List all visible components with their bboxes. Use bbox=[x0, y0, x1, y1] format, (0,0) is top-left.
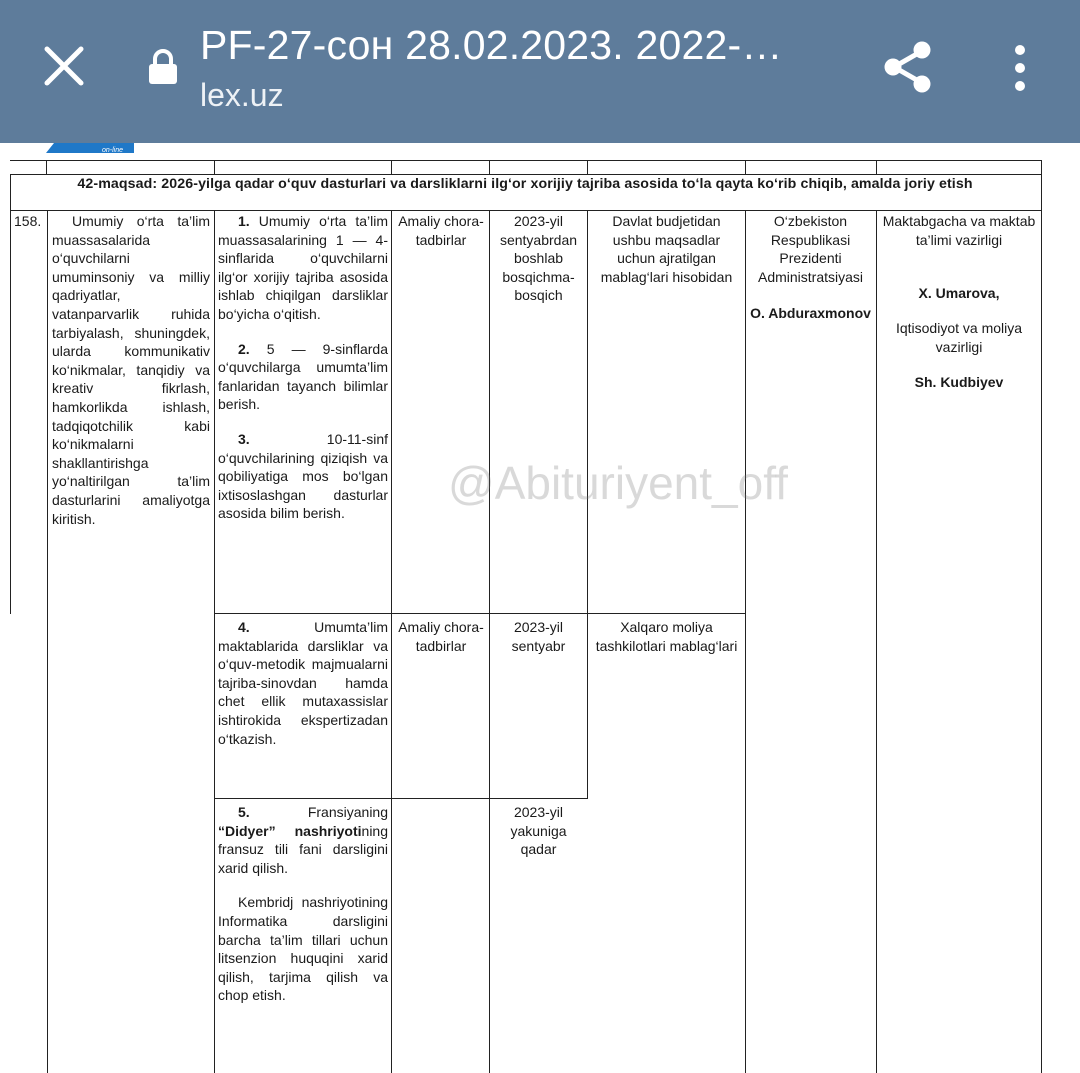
term-text: 2023-yil sentyabr bbox=[511, 619, 566, 654]
table-rule bbox=[745, 160, 746, 174]
browser-toolbar bbox=[0, 0, 1080, 143]
site-logo bbox=[44, 143, 134, 153]
table-rule bbox=[745, 210, 746, 1073]
step-number: 3. bbox=[238, 430, 250, 447]
steps-block-1 bbox=[218, 212, 388, 523]
page-domain: lex.uz bbox=[200, 77, 284, 113]
table-rule bbox=[10, 160, 1041, 161]
table-rule bbox=[10, 174, 1041, 175]
page-title: PF-27-сон 28.02.2023. 2022-… bbox=[200, 22, 783, 68]
table-rule bbox=[587, 160, 588, 174]
step-text: 5 — 9-sinflarda o‘quvchilarga umumta’lim fanlaridan tayanch bilimlar berish. bbox=[218, 340, 389, 413]
table-rule bbox=[10, 210, 1041, 211]
table-rule bbox=[489, 210, 490, 1073]
svg-text:on-line: on-line bbox=[102, 147, 124, 153]
watermark: @Abituriyent_off bbox=[448, 457, 788, 509]
step-text: ning fransuz tili fani darsligini xarid qilish. bbox=[218, 822, 388, 876]
table-rule bbox=[391, 160, 392, 174]
table-rule bbox=[214, 798, 588, 799]
share-icon[interactable] bbox=[880, 38, 936, 96]
responsible-org: Maktabgacha va maktab ta’limi vazirligi bbox=[882, 213, 1036, 248]
document-viewport[interactable] bbox=[0, 143, 1080, 1073]
table-rule bbox=[214, 613, 745, 614]
funding-text: Xalqaro moliya tashkilotlari mablag‘lari bbox=[595, 619, 738, 654]
lock-icon bbox=[146, 48, 180, 86]
table-rule bbox=[391, 210, 392, 1073]
table-rule bbox=[46, 160, 47, 174]
responsible-name: X. Umarova, bbox=[918, 285, 1000, 301]
responsible-name: Sh. Kudbiyev bbox=[914, 374, 1004, 390]
supervisor-name: O. Abduraxmonov bbox=[750, 305, 871, 321]
table-rule bbox=[10, 174, 11, 614]
step-number: 4. bbox=[238, 619, 250, 635]
responsible-org: Iqtisodiyot va moliya vazirligi bbox=[895, 320, 1023, 355]
term-text: 2023-yil yakuniga qadar bbox=[510, 804, 567, 858]
table-rule bbox=[214, 210, 215, 1073]
table-rule bbox=[876, 210, 877, 1073]
term-text: 2023-yil sentyabrdan boshlab bosqichma-bosqich bbox=[499, 213, 578, 304]
form-text: Amaliy chora-tadbirlar bbox=[398, 213, 484, 248]
funding-text: Davlat budjetidan ushbu maqsadlar uchun ajratilgan mablag‘lari hisobidan bbox=[600, 213, 733, 285]
measure-text: Umumiy o‘rta ta’lim muassasalarida o‘quvchilarni umuminsoniy va milliy qadriyatlar, vatanparvarlik ruhida tarbiyalash, shuningdek, ularda kommunikativ ko‘nikmalar, tanqidiy va kreativ fikrlash, hamkorlikda ishlash, tadqiqotchilik kabi ko‘nikmalarni shakllantirishga yo‘naltirilgan ta’lim dasturlarini amaliyotga kiritish. bbox=[52, 213, 210, 527]
row-number: 158. bbox=[14, 213, 42, 229]
table-rule bbox=[489, 160, 490, 174]
table-rule bbox=[214, 160, 215, 174]
more-vert-icon[interactable] bbox=[1006, 42, 1034, 94]
goal-heading: 42-maqsad: 2026-yilga qadar o‘quv dasturlari va darsliklarni ilg‘or xorijiy tajriba asosida to‘la qayta ko‘rib chiqib, amalda joriy etish bbox=[77, 176, 973, 192]
steps-block-2 bbox=[218, 618, 388, 748]
step-text-bold: “Didyer” nashriyoti bbox=[218, 822, 362, 839]
step-number: 1. bbox=[238, 213, 250, 229]
step-number: 2. bbox=[238, 340, 250, 357]
step-text: Umumta’lim maktablarida darsliklar va o‘quv-metodik majmualarni tajriba-sinovdan hamda chet ellik mutaxassislar ishtirokida ekspertizadan o‘tkazish. bbox=[218, 619, 388, 747]
table-rule bbox=[1041, 210, 1042, 1073]
step-text: Kembridj nashriyotining Informatika darsligini barcha ta’lim tillari uchun litsenzion huquqini xarid qilish, tarjima qilish va chop etish. bbox=[218, 894, 388, 1004]
step-number: 5. bbox=[238, 804, 250, 820]
table-rule bbox=[47, 210, 48, 1073]
form-text: Amaliy chora-tadbirlar bbox=[398, 619, 484, 654]
step-text: Umumiy o‘rta ta’lim muassasalarining 1 — 4-sinflarida o‘quvchilarni ilg‘or xorijiy tajriba asosida ishlab chiqilgan darsliklar bo‘yicha o‘qitish. bbox=[218, 213, 389, 322]
close-icon[interactable] bbox=[38, 40, 90, 92]
supervisor-org: O‘zbekiston Respublikasi Prezidenti Administratsiyasi bbox=[757, 213, 864, 285]
step-text: 10-11-sinf o‘quvchilarining qiziqish va qobiliyatiga mos bo‘lgan ixtisoslashgan dasturlar asosida bilim berish. bbox=[218, 430, 388, 522]
step-text: Fransiyaning bbox=[307, 804, 388, 820]
steps-block-3 bbox=[218, 803, 388, 1005]
table-rule bbox=[1041, 160, 1042, 210]
table-rule bbox=[876, 160, 877, 174]
